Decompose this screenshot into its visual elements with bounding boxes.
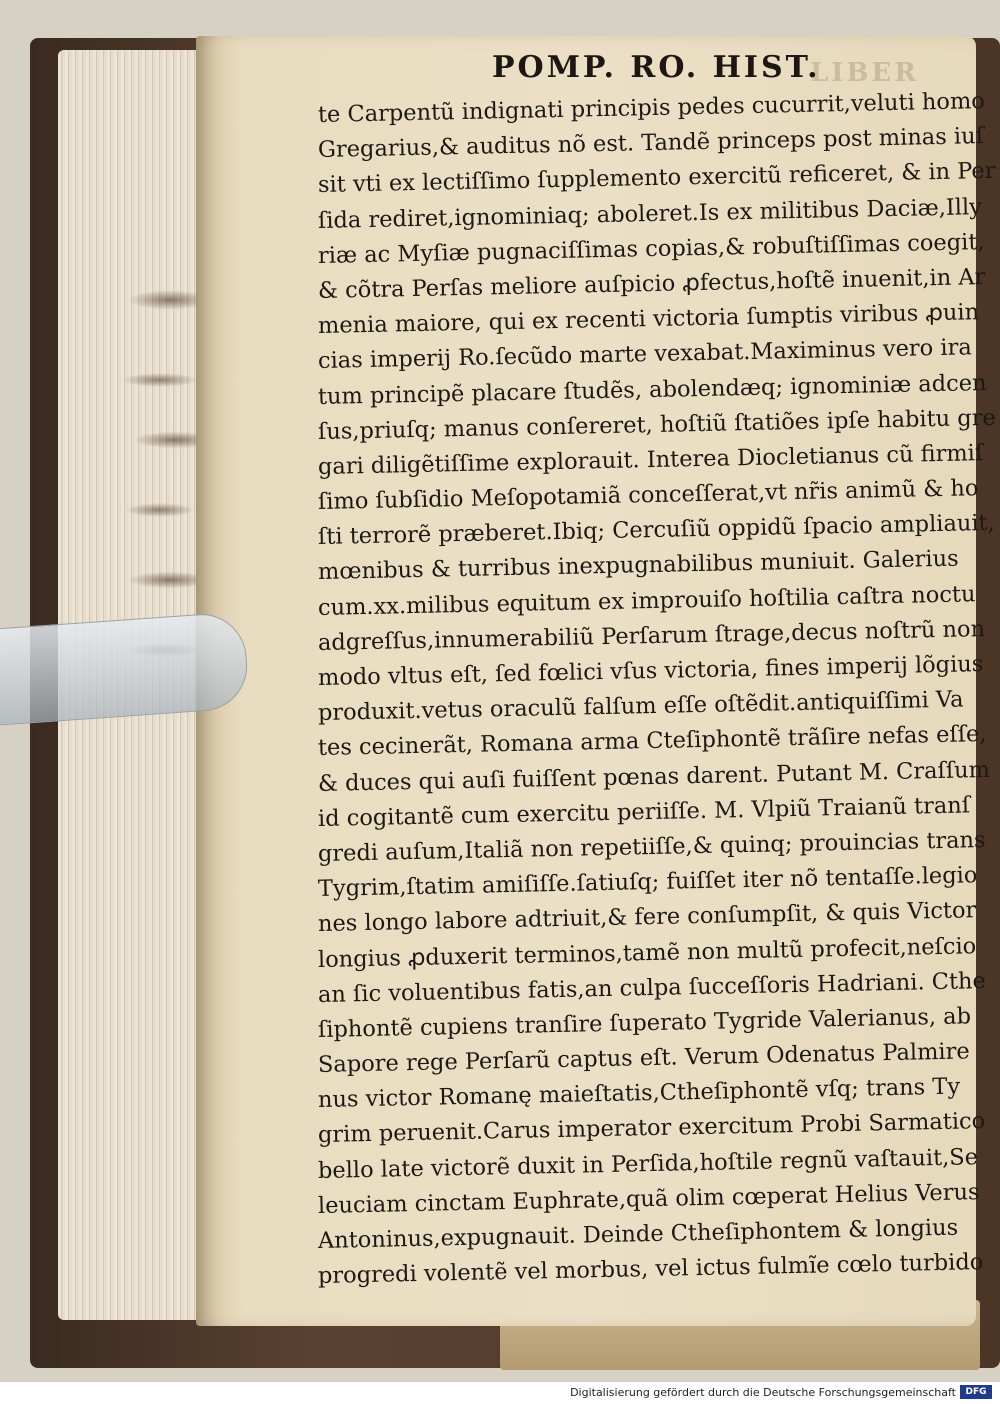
page-body-text (317, 88, 997, 1294)
plexiglass-clip (0, 611, 250, 726)
text-line: ſti terrorẽ præberet.Ibiq; Cercuſiũ oppidũ ſpacio ampliauit, (317, 510, 996, 551)
text-line: Tygrim,ſtatim amiſiſſe.ſatiuſq; fuiſſet iter nõ tentaſſe.legio (317, 862, 978, 903)
text-line: & duces qui auſi fuiſſent pœnas darent. Putant M. Craſſum (317, 756, 991, 797)
text-line: tes cecinerãt, Romana arma Cteſiphontẽ trãſire nefas eſſe, (317, 721, 987, 762)
text-line: riæ ac Myſiæ pugnaciſſimas copias,& robuſtiſſimas coegit, (317, 228, 985, 269)
text-line: Sapore rege Perſarũ captus eſt. Verum Odenatus Palmire (317, 1038, 970, 1079)
text-line: longius ꝓduxerit terminos,tamẽ non multũ profecit,neſcio (317, 932, 977, 973)
text-line: mœnibus & turribus inexpugnabilibus muniuit. Galerius (317, 546, 959, 586)
text-line: gredi auſum,Italiã non repetiiſſe,& quinq; prouincias trans (317, 826, 986, 867)
bleed-through-header: LIBER (810, 58, 919, 88)
text-line: ſiphontẽ cupiens tranſire ſuperato Tygride Valerianus, ab (317, 1003, 972, 1043)
text-line: te Carpentũ indignati principis pedes cucurrit,veluti homo (317, 88, 986, 128)
text-line: & cõtra Perſas meliore auſpicio ꝓfectus,hoſtẽ inuenit,in Ar (317, 263, 986, 304)
running-title: POMP. RO. HIST. (492, 50, 821, 85)
text-line: gari diligẽtiſſime explorauit. Interea Diocletianus cũ firmiſ (317, 439, 984, 480)
text-line: an ſic voluentibus fatis,an culpa ſucceſſoris Hadriani. Cthe (317, 967, 987, 1008)
text-line: Antoninus,expugnauit. Deinde Ctheſiphontem & longius (317, 1214, 959, 1254)
text-line: ſida rediret,ignominiaq; aboleret.Is ex militibus Daciæ,Illy (317, 193, 983, 234)
text-line: progredi volentẽ vel morbus, vel ictus fulmĩe cœlo turbido (317, 1249, 984, 1290)
text-line: nus victor Romanę maieſtatis,Ctheſiphontẽ vſq; trans Ty (317, 1073, 961, 1114)
text-line: cias imperij Ro.ſecũdo marte vexabat.Maximinus vero ira (317, 334, 972, 375)
text-line: ſus,priuſq; manus conſereret, hoſtiũ ſtatiões ipſe habitu gre (317, 404, 997, 445)
text-line: sit vti ex lectiſſimo ſupplemento exercitũ reficeret, & in Per (317, 158, 996, 199)
text-line: tum principẽ placare ſtudẽs, abolendæq; ignominiæ adcen (317, 369, 987, 410)
text-line: bello late victorẽ duxit in Perſida,hoſtile regnũ vaſtauit,Se (317, 1143, 979, 1184)
digitization-footer (0, 1381, 1000, 1404)
text-line: cum.xx.milibus equitum ex improuiſo hoſtilia caſtra noctu (317, 580, 976, 621)
text-line: produxit.vetus oraculũ falſum eſſe oſtẽdit.antiquiſſimi Va (317, 686, 964, 727)
text-line: ſimo ſubſidio Meſopotamiã conceſſerat,vt nr̃is animũ & ho (317, 475, 979, 516)
dfg-logo-icon: DFG (960, 1385, 992, 1399)
text-line: id cogitantẽ cum exercitu periiſſe. M. Vlpiũ Traianũ tranſ (317, 792, 971, 832)
text-line: modo vltus eſt, ſed fœlici vſus victoria, fines imperij lõgius (317, 651, 984, 691)
footer-credit: Digitalisierung gefördert durch die Deutsche Forschungsgemeinschaft (570, 1386, 956, 1399)
text-line: adgreſſus,innumerabiliũ Perſarum ſtrage,decus noſtrũ non (317, 615, 986, 656)
text-line: leuciam cinctam Euphrate,quã olim cœperat Helius Verus (317, 1178, 980, 1219)
text-line: Gregarius,& auditus nõ est. Tandẽ princeps post minas iuſ (317, 123, 985, 164)
text-line: grim peruenit.Carus imperator exercitum Probi Sarmatico (317, 1108, 986, 1149)
text-line: menia maiore, qui ex recenti victoria ſumptis viribus ꝓuin (317, 299, 980, 340)
text-line: nes longo labore adtriuit,& fere conſumpſit, & quis Victor (317, 897, 977, 938)
